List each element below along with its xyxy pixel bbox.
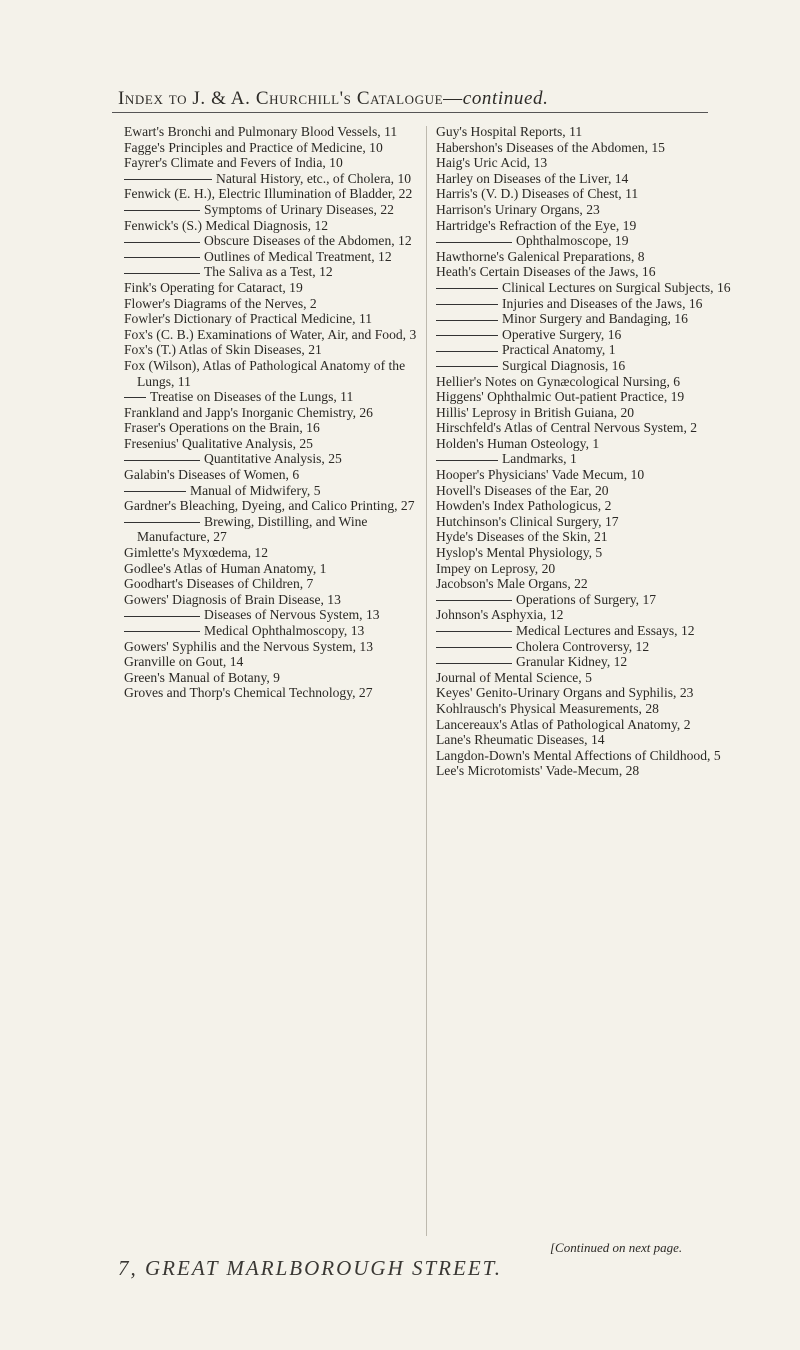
index-entry-text: Galabin's Diseases of Women, 6: [124, 467, 300, 483]
ditto-dash: [124, 179, 212, 180]
index-entry-text: Clinical Lectures on Surgical Subjects, 16: [502, 279, 731, 295]
index-entry: [436, 623, 732, 639]
index-entry: [124, 498, 420, 514]
index-entry: [436, 748, 732, 764]
index-entry: [436, 202, 732, 218]
index-entry-text: Hawthorne's Galenical Preparations, 8: [436, 248, 645, 264]
ditto-dash: [436, 335, 498, 336]
index-entry-text: Fox (Wilson), Atlas of Pathological Anatomy of the Lungs, 11: [124, 357, 406, 389]
index-entry-text: Hillis' Leprosy in British Guiana, 20: [436, 404, 635, 420]
index-entry-text: Hovell's Diseases of the Ear, 20: [436, 482, 609, 498]
index-entry: [124, 233, 420, 249]
index-entry-text: Higgens' Ophthalmic Out-patient Practice, 19: [436, 389, 685, 405]
index-entry: [436, 171, 732, 187]
index-entry-text: Natural History, etc., of Cholera, 10: [216, 170, 412, 186]
index-entry-text: Treatise on Diseases of the Lungs, 11: [150, 389, 354, 405]
column-divider: [426, 126, 427, 1236]
index-entry-text: The Saliva as a Test, 12: [204, 264, 333, 280]
index-entry: [124, 171, 420, 187]
index-entry: [436, 233, 732, 249]
index-entry: [124, 654, 420, 670]
index-entry: [124, 342, 420, 358]
index-entry: [436, 405, 732, 421]
index-entry: [436, 607, 732, 623]
index-entry: [436, 264, 732, 280]
ditto-dash: [124, 273, 200, 274]
index-entry-text: Hyde's Diseases of the Skin, 21: [436, 529, 608, 545]
index-entry-text: Gowers' Syphilis and the Nervous System, 13: [124, 638, 374, 654]
left-index-column: [124, 124, 420, 701]
index-entry: [124, 358, 420, 389]
index-entry: [436, 592, 732, 608]
index-entry-text: Heath's Certain Diseases of the Jaws, 16: [436, 264, 656, 280]
index-entry: [124, 389, 420, 405]
ditto-dash: [436, 366, 498, 367]
index-entry: [436, 358, 732, 374]
index-entry-text: Quantitative Analysis, 25: [204, 451, 342, 467]
ditto-dash: [124, 397, 146, 398]
index-entry-text: Fayrer's Climate and Fevers of India, 10: [124, 155, 343, 171]
index-entry-text: Holden's Human Osteology, 1: [436, 435, 600, 451]
ditto-dash: [436, 288, 498, 289]
index-entry: [436, 483, 732, 499]
index-entry: [436, 685, 732, 701]
index-entry-text: Habershon's Diseases of the Abdomen, 15: [436, 139, 665, 155]
ditto-dash: [436, 242, 512, 243]
index-entry: [124, 561, 420, 577]
index-entry-text: Brewing, Distilling, and Wine Manufacture, 27: [137, 513, 368, 545]
index-entry: [436, 374, 732, 390]
index-entry-text: Haig's Uric Acid, 13: [436, 155, 548, 171]
index-entry-text: Injuries and Diseases of the Jaws, 16: [502, 295, 703, 311]
index-entry: [436, 701, 732, 717]
index-entry-text: Kohlrausch's Physical Measurements, 28: [436, 700, 659, 716]
index-entry: [124, 436, 420, 452]
index-entry-text: Hellier's Notes on Gynæcological Nursing, 6: [436, 373, 681, 389]
index-entry: [124, 420, 420, 436]
ditto-dash: [436, 320, 498, 321]
index-entry-text: Fraser's Operations on the Brain, 16: [124, 420, 320, 436]
index-entry: [124, 639, 420, 655]
header-title: Index to J. & A. Churchill's Catalogue—: [118, 88, 463, 109]
index-entry-text: Medical Lectures and Essays, 12: [516, 623, 695, 638]
index-entry: [436, 140, 732, 156]
page-header: [118, 88, 548, 110]
index-entry-text: Hirschfeld's Atlas of Central Nervous System, 2: [436, 420, 698, 436]
index-entry-text: Hutchinson's Clinical Surgery, 17: [436, 513, 619, 529]
index-entry-text: Lane's Rheumatic Diseases, 14: [436, 732, 605, 748]
continued-note: [Continued on next page.: [550, 1240, 683, 1255]
index-entry: [436, 498, 732, 514]
index-entry-text: Fagge's Principles and Practice of Medicine, 10: [124, 139, 383, 155]
index-entry-text: Howden's Index Pathologicus, 2: [436, 498, 612, 514]
ditto-dash: [124, 257, 200, 258]
index-entry-text: Langdon-Down's Mental Affections of Childhood, 5: [436, 747, 721, 763]
ditto-dash: [124, 616, 200, 617]
index-entry-text: Johnson's Asphyxia, 12: [436, 607, 564, 623]
index-entry-text: Practical Anatomy, 1: [502, 342, 616, 358]
index-entry: [124, 296, 420, 312]
index-entry-text: Fenwick's (S.) Medical Diagnosis, 12: [124, 217, 329, 233]
index-entry: [436, 218, 732, 234]
index-entry: [124, 592, 420, 608]
index-entry: [436, 342, 732, 358]
index-entry: [436, 514, 732, 530]
ditto-dash: [124, 242, 200, 243]
index-entry: [436, 186, 732, 202]
index-entry-text: Harley on Diseases of the Liver, 14: [436, 170, 629, 186]
index-entry: [436, 639, 732, 655]
index-entry: [436, 155, 732, 171]
index-entry: [436, 280, 732, 296]
index-entry: [436, 327, 732, 343]
index-entry: [436, 124, 732, 140]
index-entry: [124, 576, 420, 592]
ditto-dash: [436, 351, 498, 352]
index-entry-text: Hartridge's Refraction of the Eye, 19: [436, 217, 637, 233]
index-entry: [124, 514, 420, 545]
index-entry: [436, 561, 732, 577]
ditto-dash: [124, 522, 200, 523]
index-entry: [124, 218, 420, 234]
index-entry: [436, 420, 732, 436]
index-entry: [124, 311, 420, 327]
index-entry-text: Fox's (C. B.) Examinations of Water, Air, and Food, 3: [124, 326, 417, 342]
index-entry: [436, 311, 732, 327]
header-rule: [112, 112, 708, 113]
index-entry-text: Lee's Microtomists' Vade-Mecum, 28: [436, 763, 640, 779]
index-entry-text: Journal of Mental Science, 5: [436, 669, 592, 685]
index-entry-text: Minor Surgery and Bandaging, 16: [502, 311, 688, 327]
index-entry: [436, 545, 732, 561]
index-entry-text: Outlines of Medical Treatment, 12: [204, 248, 392, 264]
index-entry-text: Landmarks, 1: [502, 451, 577, 467]
header-continued: continued.: [462, 88, 549, 109]
index-entry-text: Flower's Diagrams of the Nerves, 2: [124, 295, 317, 311]
index-entry: [436, 389, 732, 405]
ditto-dash: [436, 460, 498, 461]
index-entry: [124, 249, 420, 265]
footer-address: 7, GREAT MARLBOROUGH STREET.: [118, 1256, 503, 1280]
index-entry: [124, 155, 420, 171]
index-entry: [124, 607, 420, 623]
index-entry-text: Surgical Diagnosis, 16: [502, 357, 626, 373]
index-entry-text: Fox's (T.) Atlas of Skin Diseases, 21: [124, 342, 322, 358]
index-entry-text: Hooper's Physicians' Vade Mecum, 10: [436, 467, 645, 483]
ditto-dash: [436, 600, 512, 601]
index-entry: [436, 249, 732, 265]
ditto-dash: [436, 304, 498, 305]
index-entry: [124, 451, 420, 467]
index-entry-text: Hyslop's Mental Physiology, 5: [436, 545, 603, 561]
index-entry-text: Fenwick (E. H.), Electric Illumination of Bladder, 22: [124, 186, 413, 202]
index-entry: [124, 186, 420, 202]
index-entry-text: Fresenius' Qualitative Analysis, 25: [124, 435, 313, 451]
index-entry: [436, 529, 732, 545]
index-entry-text: Groves and Thorp's Chemical Technology, 27: [124, 685, 373, 701]
index-entry-text: Goodhart's Diseases of Children, 7: [124, 576, 314, 592]
index-entry: [124, 280, 420, 296]
index-entry-text: Green's Manual of Botany, 9: [124, 669, 280, 685]
index-entry-text: Godlee's Atlas of Human Anatomy, 1: [124, 560, 327, 576]
index-entry: [124, 264, 420, 280]
index-entry-text: Harrison's Urinary Organs, 23: [436, 201, 600, 217]
ditto-dash: [436, 647, 512, 648]
index-entry-text: Medical Ophthalmoscopy, 13: [204, 623, 365, 638]
ditto-dash: [124, 631, 200, 632]
index-entry-text: Manual of Midwifery, 5: [190, 482, 321, 498]
index-entry-text: Granville on Gout, 14: [124, 654, 244, 670]
index-entry: [436, 436, 732, 452]
index-entry-text: Gardner's Bleaching, Dyeing, and Calico Printing, 27: [124, 498, 415, 514]
index-entry: [436, 670, 732, 686]
index-entry: [124, 685, 420, 701]
index-entry-text: Diseases of Nervous System, 13: [204, 607, 380, 623]
index-entry-text: Operations of Surgery, 17: [516, 591, 657, 607]
index-entry: [436, 654, 732, 670]
ditto-dash: [436, 663, 512, 664]
index-entry-text: Operative Surgery, 16: [502, 326, 622, 342]
index-entry-text: Jacobson's Male Organs, 22: [436, 576, 588, 592]
index-entry-text: Frankland and Japp's Inorganic Chemistry, 26: [124, 404, 373, 420]
ditto-dash: [124, 491, 186, 492]
index-entry: [124, 623, 420, 639]
index-entry-text: Ophthalmoscope, 19: [516, 233, 629, 249]
index-entry: [124, 140, 420, 156]
index-entry: [436, 451, 732, 467]
index-entry-text: Guy's Hospital Reports, 11: [436, 124, 583, 139]
ditto-dash: [124, 460, 200, 461]
index-entry-text: Cholera Controversy, 12: [516, 638, 650, 654]
index-entry-text: Harris's (V. D.) Diseases of Chest, 11: [436, 186, 639, 202]
index-entry: [124, 483, 420, 499]
index-entry: [124, 405, 420, 421]
index-entry: [124, 670, 420, 686]
ditto-dash: [124, 210, 200, 211]
index-entry-text: Ewart's Bronchi and Pulmonary Blood Vessels, 11: [124, 124, 398, 139]
index-entry: [124, 124, 420, 140]
index-entry: [124, 467, 420, 483]
index-entry: [436, 717, 732, 733]
index-entry-text: Keyes' Genito-Urinary Organs and Syphilis, 23: [436, 685, 694, 701]
index-entry: [436, 576, 732, 592]
index-entry-text: Gimlette's Myxœdema, 12: [124, 545, 269, 561]
index-entry: [124, 545, 420, 561]
index-entry-text: Granular Kidney, 12: [516, 654, 628, 670]
index-entry: [436, 296, 732, 312]
index-entry: [436, 732, 732, 748]
index-entry-text: Symptoms of Urinary Diseases, 22: [204, 201, 394, 217]
index-entry: [124, 202, 420, 218]
index-entry: [436, 763, 732, 779]
index-entry-text: Fink's Operating for Cataract, 19: [124, 279, 303, 295]
index-entry-text: Obscure Diseases of the Abdomen, 12: [204, 233, 412, 249]
index-entry: [436, 467, 732, 483]
right-index-column: [436, 124, 732, 779]
index-entry-text: Fowler's Dictionary of Practical Medicine, 11: [124, 311, 373, 327]
index-entry-text: Gowers' Diagnosis of Brain Disease, 13: [124, 591, 341, 607]
ditto-dash: [436, 631, 512, 632]
index-entry: [124, 327, 420, 343]
index-entry-text: Impey on Leprosy, 20: [436, 560, 556, 576]
index-entry-text: Lancereaux's Atlas of Pathological Anatomy, 2: [436, 716, 691, 732]
